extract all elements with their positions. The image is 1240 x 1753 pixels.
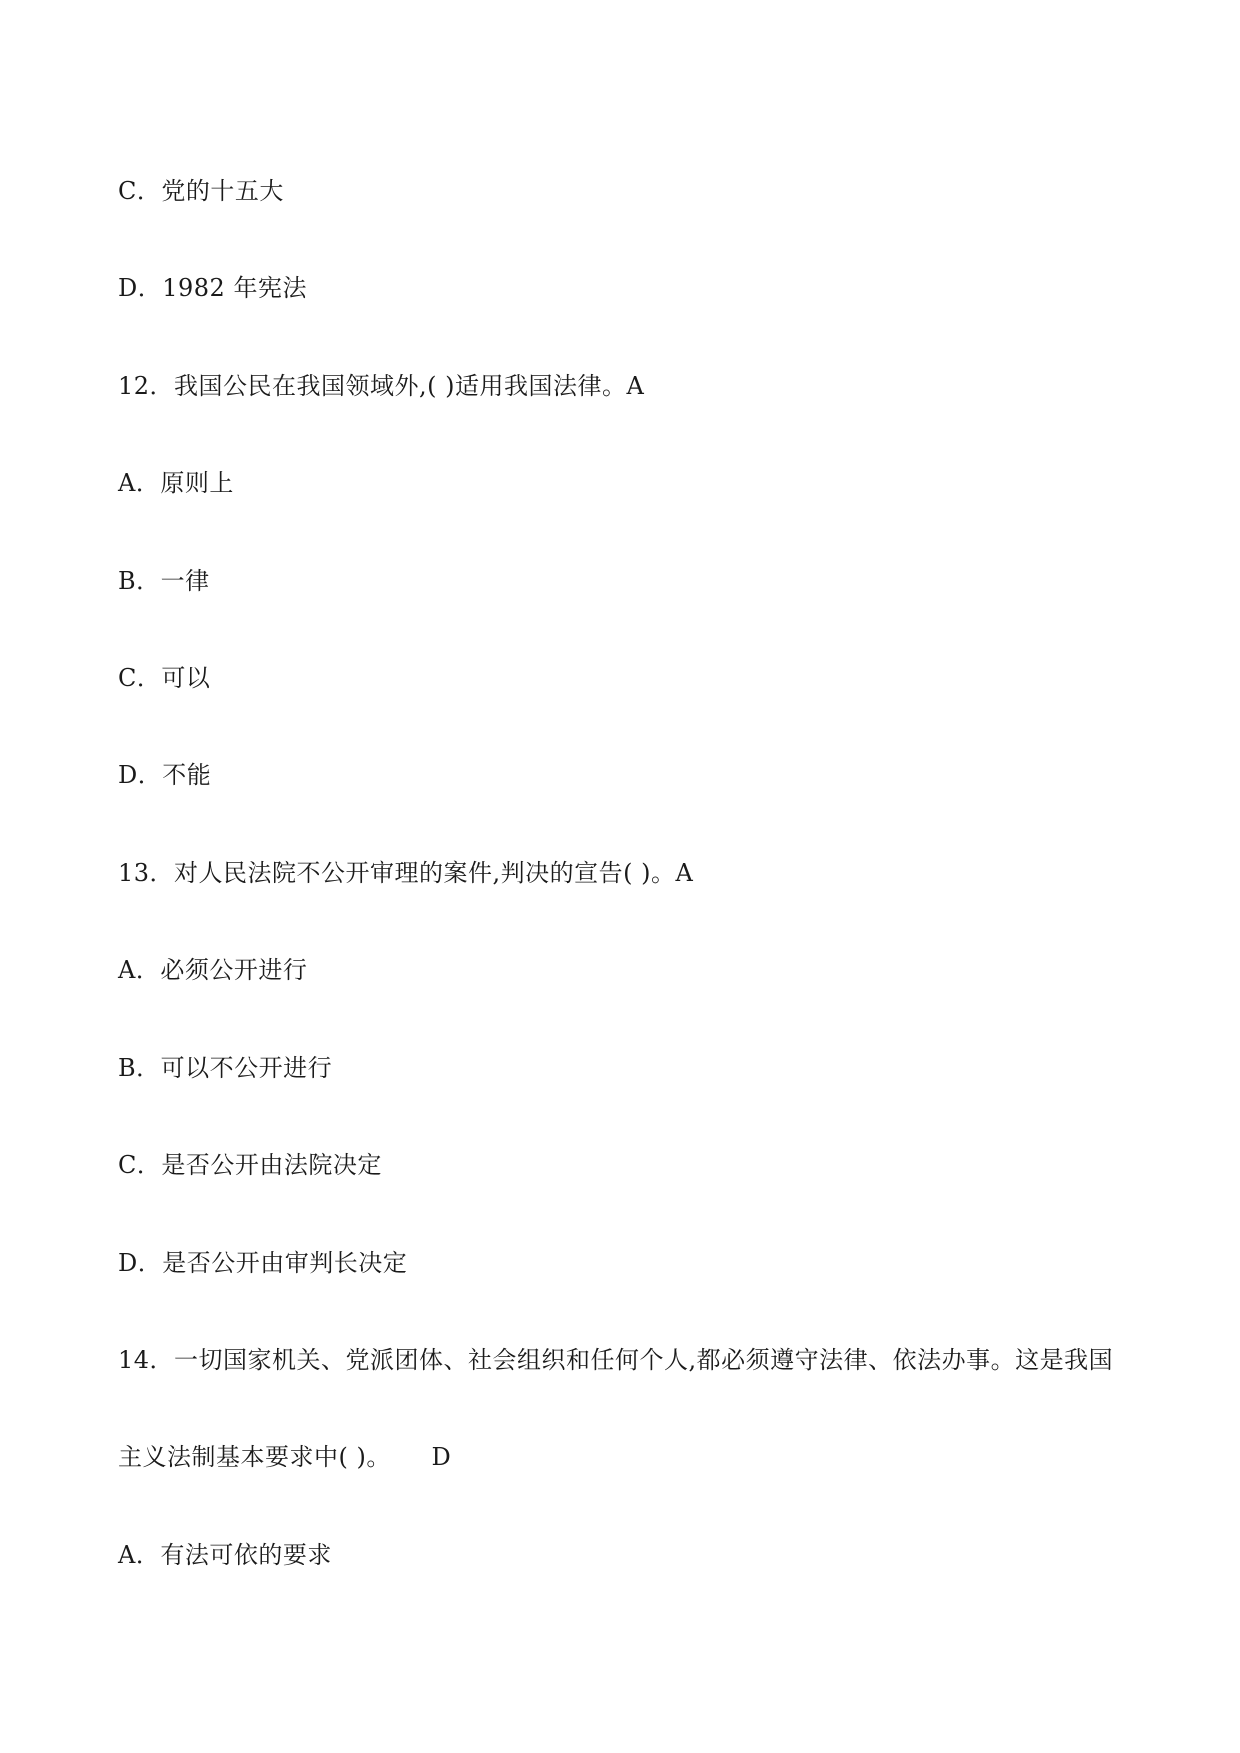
option-c-q11: C．党的十五大 [118,177,284,205]
option-c-q12: C．可以 [118,664,211,692]
option-a-q14: A．有法可依的要求 [118,1541,332,1569]
question-12: 12．我国公民在我国领域外,( )适用我国法律。A [118,372,645,400]
option-d-q11: D．1982 年宪法 [118,274,307,302]
option-d-q13: D．是否公开由审判长决定 [118,1249,408,1277]
option-b-q13: B．可以不公开进行 [118,1054,333,1082]
option-b-q12: B．一律 [118,567,210,595]
option-c-q13: C．是否公开由法院决定 [118,1151,382,1179]
question-13: 13．对人民法院不公开审理的案件,判决的宣告( )。A [118,859,694,887]
question-14-continued: 主义法制基本要求中( )。 D [118,1443,452,1471]
question-14: 14．一切国家机关、党派团体、社会组织和任何个人,都必须遵守法律、依法办事。这是我国 [118,1346,1114,1374]
option-a-q12: A．原则上 [118,469,234,497]
option-d-q12: D．不能 [118,761,212,789]
option-a-q13: A．必须公开进行 [118,956,308,984]
